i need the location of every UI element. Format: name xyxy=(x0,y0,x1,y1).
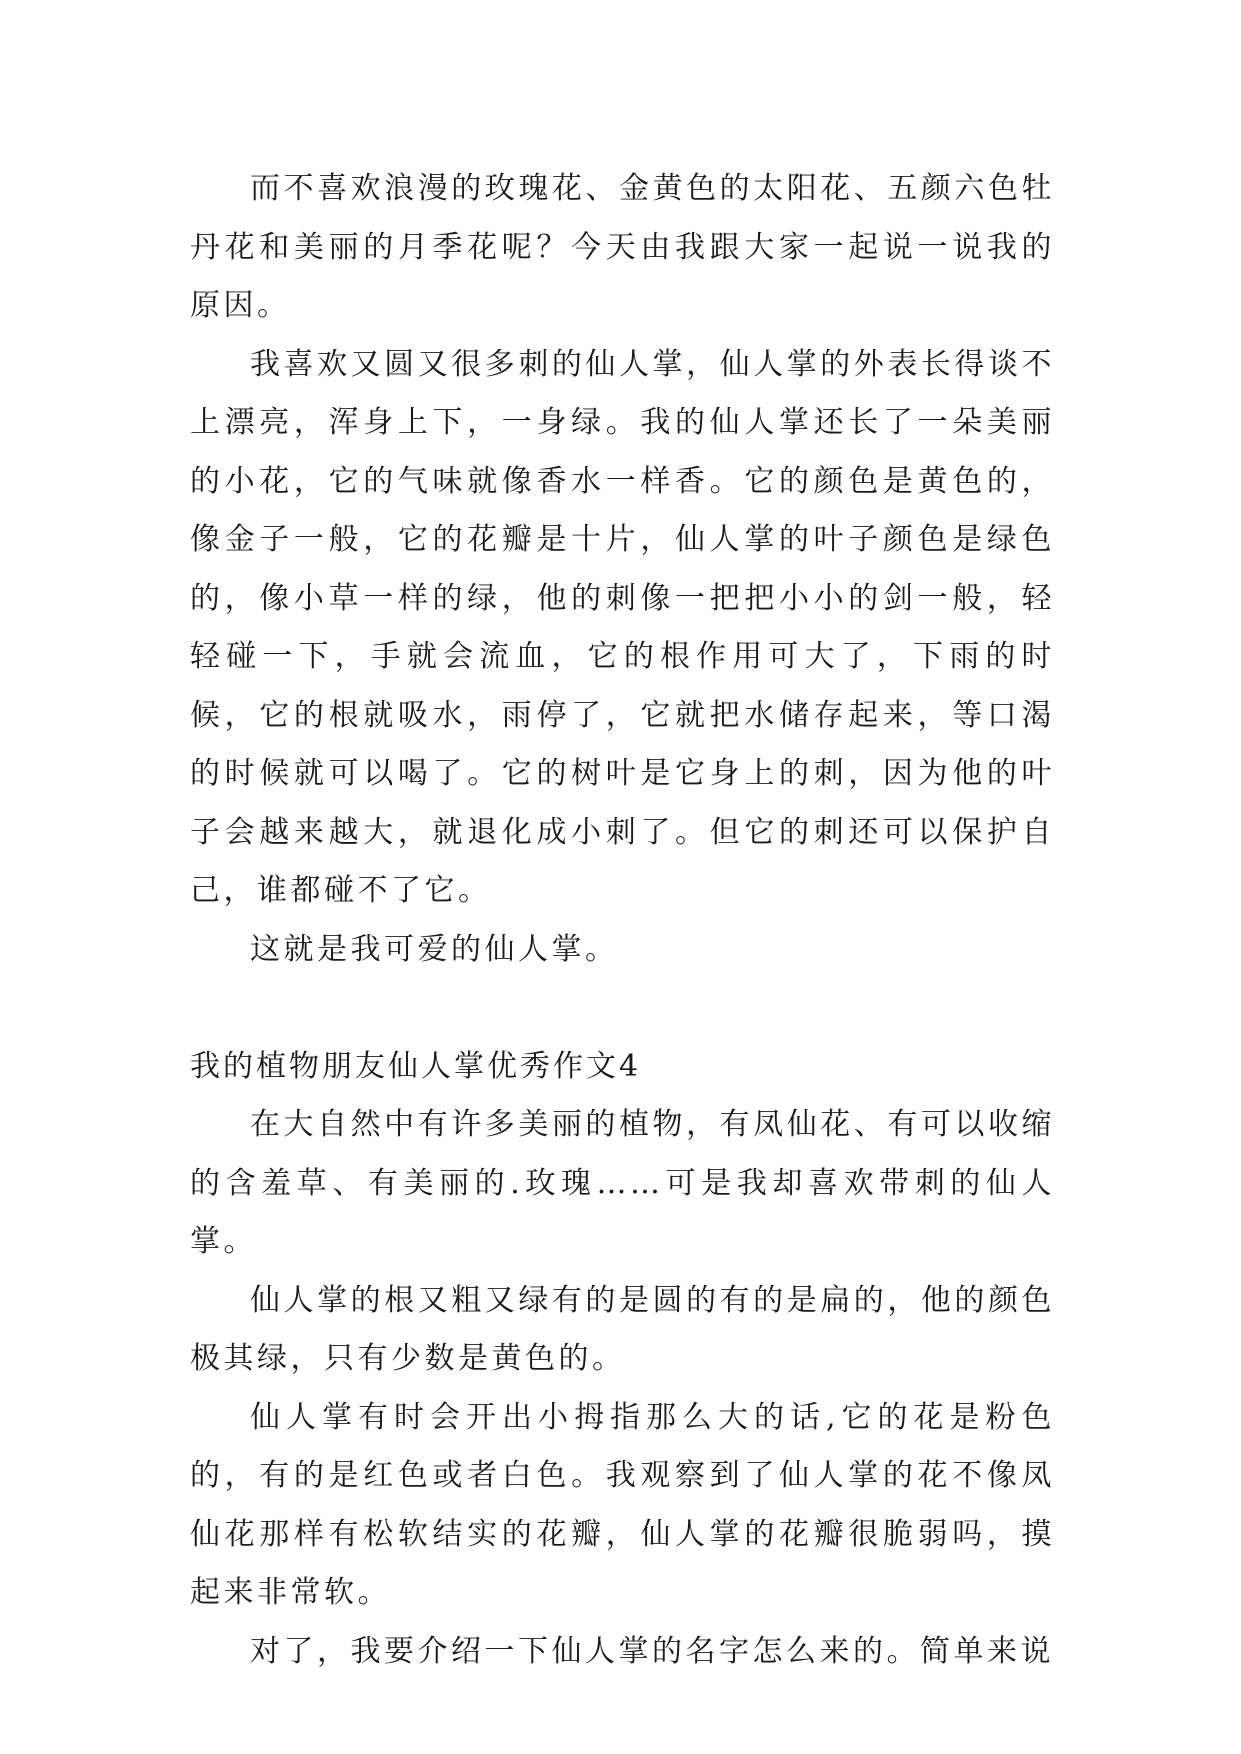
section-heading: 我的植物朋友仙人掌优秀作文4 xyxy=(190,1048,642,1084)
paragraph-nature-plants: 在大自然中有许多美丽的植物，有凤仙花、有可以收缩的含羞草、有美丽的.玫瑰……可是我却喜欢带刺的仙人掌。 xyxy=(190,1107,1055,1259)
document-page xyxy=(190,160,1055,1681)
paragraph-closing: 这就是我可爱的仙人掌。 xyxy=(250,931,619,967)
paragraph-cactus-flowers: 仙人掌有时会开出小拇指那么大的话,它的花是粉色的，有的是红色或者白色。我观察到了仙人掌的花不像凤仙花那样有松软结实的花瓣，仙人掌的花瓣很脆弱吗，摸起来非常软。 xyxy=(190,1399,1055,1610)
paragraph-cactus-name: 对了，我要介绍一下仙人掌的名字怎么来的。简单来说 xyxy=(250,1633,1054,1669)
section-spacer xyxy=(190,979,1055,1038)
paragraph-intro-continuation: 而不喜欢浪漫的玫瑰花、金黄色的太阳花、五颜六色牡丹花和美丽的月季花呢？今天由我跟大家一起说一说我的原因。 xyxy=(190,171,1055,323)
paragraph-cactus-roots: 仙人掌的根又粗又绿有的是圆的有的是扁的，他的颜色极其绿，只有少数是黄色的。 xyxy=(190,1282,1055,1376)
paragraph-cactus-description: 我喜欢又圆又很多刺的仙人掌，仙人掌的外表长得谈不上漂亮，浑身上下，一身绿。我的仙人掌还长了一朵美丽的小花，它的气味就像香水一样香。它的颜色是黄色的，像金子一般，它的花瓣是十片，仙人掌的叶子颜色是绿色的，像小草一样的绿，他的刺像一把把小小的剑一般，轻轻碰一下，手就会流血，它的根作用可大了，下雨的时候，它的根就吸水，雨停了，它就把水储存起来，等口渴的时候就可以喝了。它的树叶是它身上的刺，因为他的叶子会越来越大，就退化成小刺了。但它的刺还可以保护自己，谁都碰不了它。 xyxy=(190,346,1055,908)
